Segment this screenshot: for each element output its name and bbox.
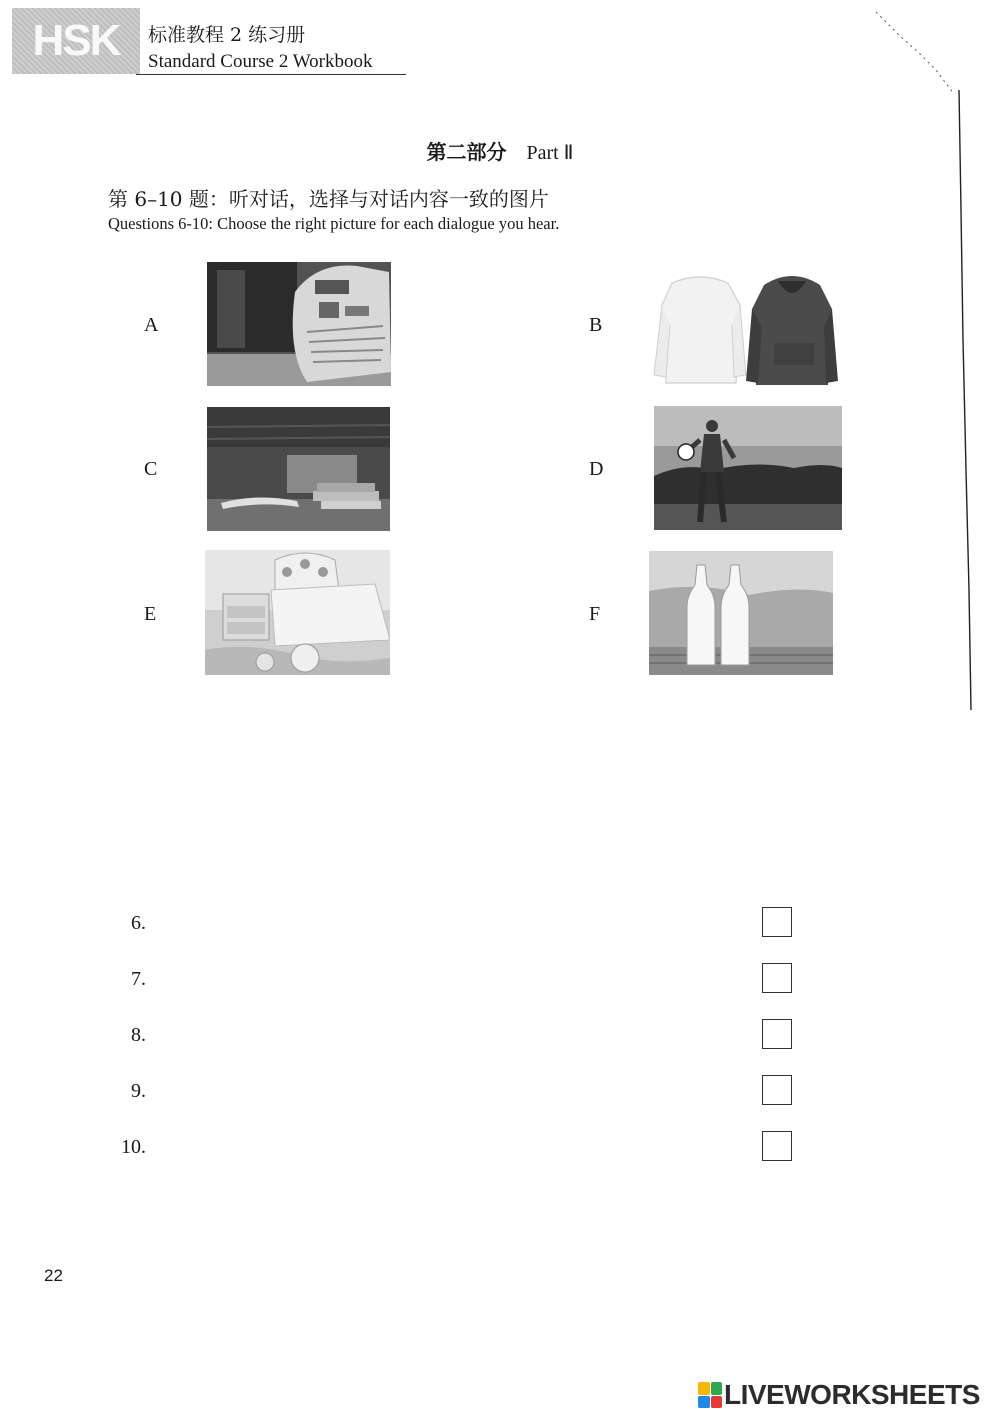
scan-specks [870, 8, 960, 98]
soccer-player-photo [654, 406, 842, 530]
newspaper-photo [207, 262, 391, 386]
answer-box-6[interactable] [762, 907, 792, 937]
option-letter-a: A [144, 314, 159, 336]
hsk-logo [12, 8, 140, 74]
option-letter-d: D [589, 458, 604, 480]
question-number: 10. [121, 1136, 146, 1158]
brand-square [711, 1396, 723, 1409]
books-photo [207, 407, 390, 531]
book-title-cn: 标准教程 2 练习册 [148, 24, 306, 46]
question-number: 6. [131, 912, 146, 934]
brand-square [698, 1396, 710, 1409]
page-edge-line [955, 90, 973, 710]
part-title-en: Part Ⅱ [526, 142, 574, 164]
question-number: 9. [131, 1080, 146, 1102]
instruction-cn: 第 6–10 题：听对话，选择与对话内容一致的图片 [108, 187, 549, 211]
instruction-en: Questions 6-10: Choose the right picture for each dialogue you hear. [108, 214, 560, 233]
answer-box-10[interactable] [762, 1131, 792, 1161]
book-title-en: Standard Course 2 Workbook [148, 51, 373, 72]
option-letter-f: F [589, 603, 601, 625]
milk-bottles-photo [649, 551, 833, 675]
brand-square [711, 1382, 723, 1395]
question-number: 8. [131, 1024, 146, 1046]
sweaters-photo [652, 265, 838, 389]
question-number: 7. [131, 968, 146, 990]
option-letter-c: C [144, 458, 158, 480]
page-number: 22 [44, 1266, 63, 1285]
option-letter-b: B [589, 314, 603, 336]
answer-box-7[interactable] [762, 963, 792, 993]
liveworksheets-text: LIVEWORKSHEETS [724, 1379, 980, 1410]
part-title [0, 136, 1000, 165]
header-rule [136, 74, 406, 75]
liveworksheets-mark-icon [698, 1382, 722, 1408]
brand-square [698, 1382, 710, 1395]
part-title-cn: 第二部分 [426, 140, 507, 164]
answer-box-9[interactable] [762, 1075, 792, 1105]
option-letter-e: E [144, 603, 157, 625]
liveworksheets-logo[interactable] [698, 1378, 980, 1412]
hsk-logo-text: HSK [32, 16, 120, 65]
bedroom-photo [205, 550, 390, 675]
answer-box-8[interactable] [762, 1019, 792, 1049]
